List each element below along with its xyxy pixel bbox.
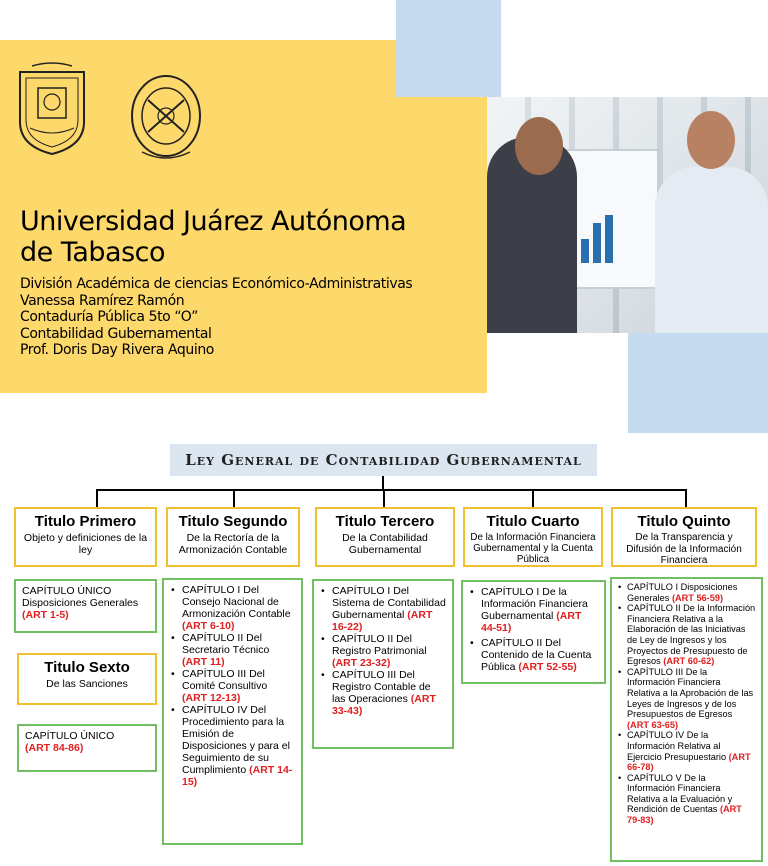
chapters-title-1: CAPÍTULO ÚNICO Disposiciones Generales (ART 1-5) bbox=[14, 579, 157, 633]
university-seal-icon bbox=[14, 62, 90, 158]
connector-line bbox=[233, 489, 235, 507]
list-item: • CAPÍTULO III De la Información Financiera Relativa a la Aprobación de las Leyes de Ingresos y de los Presupuestos de Egresos (ART 63-65) bbox=[617, 667, 756, 731]
course-line: Contabilidad Gubernamental bbox=[20, 325, 212, 342]
connector-line bbox=[685, 489, 687, 507]
chapters-title-5 bbox=[610, 577, 763, 862]
connector-line bbox=[96, 489, 98, 507]
connector-line bbox=[96, 489, 686, 491]
list-item: • CAPÍTULO III Del Comité Consultivo (ART 12-13) bbox=[170, 668, 295, 704]
list-item: • CAPÍTULO I Disposiciones Generales (ART 56-59) bbox=[617, 582, 756, 603]
state-seal-icon bbox=[128, 70, 204, 166]
chapters-title-3 bbox=[312, 579, 454, 749]
connector-line bbox=[383, 489, 385, 507]
list-item: • CAPÍTULO II Del Registro Patrimonial (ART 23-32) bbox=[320, 633, 446, 669]
list-item: • CAPÍTULO IV Del Procedimiento para la Emisión de Disposiciones y para el Seguimiento de su Cumplimiento (ART 14-15) bbox=[170, 704, 295, 788]
university-name: Universidad Juárez Autónoma de Tabasco bbox=[20, 206, 407, 268]
list-item: • CAPÍTULO V De la Información Financiera Relativa a la Evaluación y Rendición de Cuentas (ART 79-83) bbox=[617, 773, 756, 826]
title-heading-3: Titulo Tercero De la Contabilidad Gubernamental bbox=[315, 507, 455, 567]
title-heading-1: Titulo Primero Objeto y definiciones de la ley bbox=[14, 507, 157, 567]
professor-line: Prof. Doris Day Rivera Aquino bbox=[20, 342, 214, 358]
list-item: • CAPÍTULO III Del Registro Contable de las Operaciones (ART 33-43) bbox=[320, 669, 446, 717]
list-item: • CAPÍTULO I De la Información Financiera Gubernamental (ART 44-51) bbox=[469, 586, 598, 634]
chapters-title-4 bbox=[461, 580, 606, 684]
connector-line bbox=[532, 489, 534, 507]
connector-line bbox=[382, 476, 384, 490]
list-item: • CAPÍTULO IV De la Información Relativa al Ejercicio Presupuestario (ART 66-78) bbox=[617, 730, 756, 772]
decorative-block-top bbox=[396, 0, 501, 97]
title-heading-2: Titulo Segundo De la Rectoría de la Armonización Contable bbox=[166, 507, 300, 567]
meeting-photo bbox=[487, 97, 768, 333]
chapters-title-2 bbox=[162, 578, 303, 845]
title-heading-5: Titulo Quinto De la Transparencia y Difusión de la Información Financiera bbox=[611, 507, 757, 567]
list-item: • CAPÍTULO II Del Secretario Técnico (ART 11) bbox=[170, 632, 295, 668]
student-name: Vanessa Ramírez Ramón bbox=[20, 292, 185, 309]
list-item: • CAPÍTULO I Del Sistema de Contabilidad Gubernamental (ART 16-22) bbox=[320, 585, 446, 633]
header-details bbox=[20, 276, 412, 359]
title-heading-6: Titulo Sexto De las Sanciones bbox=[17, 653, 157, 705]
program-line: Contaduría Pública 5to “O” bbox=[20, 309, 198, 325]
decorative-block-right bbox=[628, 333, 768, 433]
chapters-title-6: CAPÍTULO ÚNICO (ART 84-86) bbox=[17, 724, 157, 772]
law-title: Ley General de Contabilidad Gubernamental bbox=[170, 444, 597, 476]
list-item: • CAPÍTULO I Del Consejo Nacional de Armonización Contable (ART 6-10) bbox=[170, 584, 295, 632]
division-line: División Académica de ciencias Económico-Administrativas bbox=[20, 276, 413, 292]
list-item: • CAPÍTULO II De la Información Financiera Relativa a la Elaboración de las Iniciativas de Ley de Ingresos y los Proyectos de Presupuesto de Egresos (ART 60-62) bbox=[617, 603, 756, 667]
title-heading-4: Titulo Cuarto De la Información Financiera Gubernamental y la Cuenta Pública bbox=[463, 507, 603, 567]
list-item: • CAPÍTULO II Del Contenido de la Cuenta Pública (ART 52-55) bbox=[469, 637, 598, 673]
